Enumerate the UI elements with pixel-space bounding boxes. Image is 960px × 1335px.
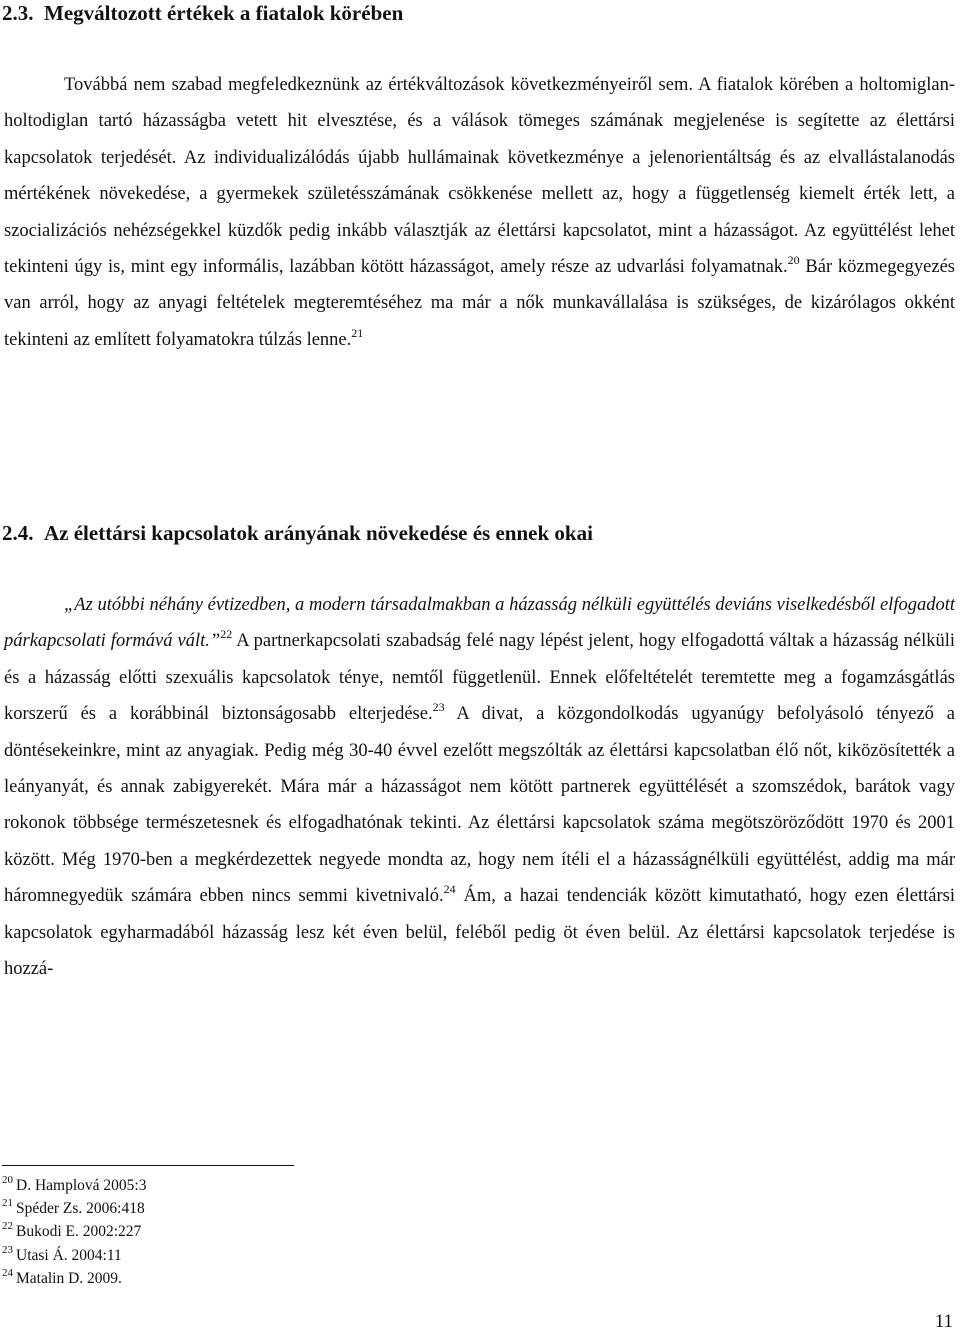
section-number: 2.4.	[2, 521, 34, 545]
footnote-text: Spéder Zs. 2006:418	[16, 1200, 145, 1218]
footnote	[2, 1197, 146, 1220]
footnote-text: Matalin D. 2009.	[16, 1269, 122, 1287]
footnote-text: Utasi Á. 2004:11	[16, 1246, 122, 1264]
footnote	[2, 1220, 146, 1243]
footnote-number: 20	[2, 1174, 13, 1186]
paragraph-text: A divat, a közgondolkodás ugyanúgy befolyásoló tényező a döntésekeinkre, mint az anyagiak. Pedig még 30-40 évvel ezelőtt megszólták az élettársi kapcsolatban élő nőt, kiközösítették a leányanyát, és annak zabigyerekét. Mára már a házasságot nem kötött partnerek együttélését a szomszédok, barátok vagy rokonok többsége természetesnek és elfogadhatónak tekinti. Az élettársi kapcsolatok száma megötszöröződött 1970 és 2001 között. Még 1970-ben a megkérdezettek negyede mondta az, hogy nem ítéli el a házasságnélküli együttélést, addig ma már háromnegyedük számára ebben nincs semmi kivetnivaló.	[4, 704, 955, 907]
body-paragraph	[4, 67, 955, 358]
footnote-ref[interactable]: 20	[787, 253, 800, 268]
italic-quote: „Az utóbbi néhány évtizedben, a modern társadalmakban a házasság nélküli együttélés deviáns viselkedésből elfogadott párkapcsolati formává vált.”	[4, 595, 955, 652]
footnote-divider	[2, 1165, 294, 1166]
footnote	[2, 1244, 146, 1267]
section-title: Az élettársi kapcsolatok arányának növekedése és ennek okai	[44, 521, 593, 545]
paragraph-text: Bár közmegegyezés van arról, hogy az anyagi feltételek megteremtéséhez ma már a nők munkavállalása is szükséges, de kizárólagos okként tekinteni az említett folyamatokra túlzás lenne.	[4, 257, 955, 350]
footnote	[2, 1267, 146, 1290]
footnote-ref[interactable]: 23	[432, 700, 445, 715]
footnote-text: Bukodi E. 2002:227	[16, 1223, 142, 1241]
paragraph-text: Ám, a hazai tendenciák között kimutatható, hogy ezen élettársi kapcsolatok egyharmadából házasság lesz két éven belül, feléből pedig öt éven belül. Az élettársi kapcsolatok terjedése is hozzá-	[4, 886, 955, 980]
footnote-number: 21	[2, 1197, 13, 1210]
paragraph-text: Továbbá nem szabad megfeledkeznünk az értékváltozások következményeiről sem. A fiatalok körében a holtomiglan-holtodiglan tartó házasságba vetett hit elvesztése, és a válások tömeges számának megjelenése is segítette az élettársi kapcsolatok terjedését. Az individualizálódás újabb hullámainak következménye a jelenorientáltság és az elvallástalanodás mértékének növekedése, a gyermekek születésszámának csökkenése mellett az, hogy a függetlenség kiemelt érték lett, a szocializációs nehézségekkel küzdők pedig inkább választják az élettársi kapcsolatot, mint a házasságot. Az együttélést lehet tekinteni úgy is, mint egy informális, lazábban kötött házasságot, amely része az udvarlási folyamatnak.	[4, 75, 955, 278]
footnote-text: D. Hamplová 2005:3	[16, 1177, 147, 1194]
footnote-ref[interactable]: 22	[220, 627, 233, 642]
page-number: 11	[934, 1311, 953, 1332]
footnote-ref[interactable]: 21	[351, 325, 364, 340]
section-heading-2-3	[2, 0, 403, 26]
section-number: 2.3.	[2, 1, 34, 25]
section-title: Megváltozott értékek a fiatalok körében	[44, 1, 404, 25]
section-heading-2-4	[2, 520, 593, 546]
paragraph-text: A partnerkapcsolati szabadság felé nagy lépést jelent, hogy elfogadottá váltak a házasság nélküli és a házasság előtti szexuális kapcsolatok ténye, nemtől függetlenül. Ennek előfeltételét teremtette meg a fogamzásgátlás korszerű és a korábbinál biztonságosabb elterjedése.	[4, 631, 955, 725]
footnote-number: 22	[2, 1220, 13, 1233]
footnote-number: 24	[2, 1266, 13, 1279]
footnote-number: 23	[2, 1243, 13, 1256]
body-paragraph	[4, 587, 955, 987]
footnote	[2, 1174, 146, 1197]
footnote-ref[interactable]: 24	[443, 882, 456, 897]
footnotes	[2, 1174, 146, 1290]
